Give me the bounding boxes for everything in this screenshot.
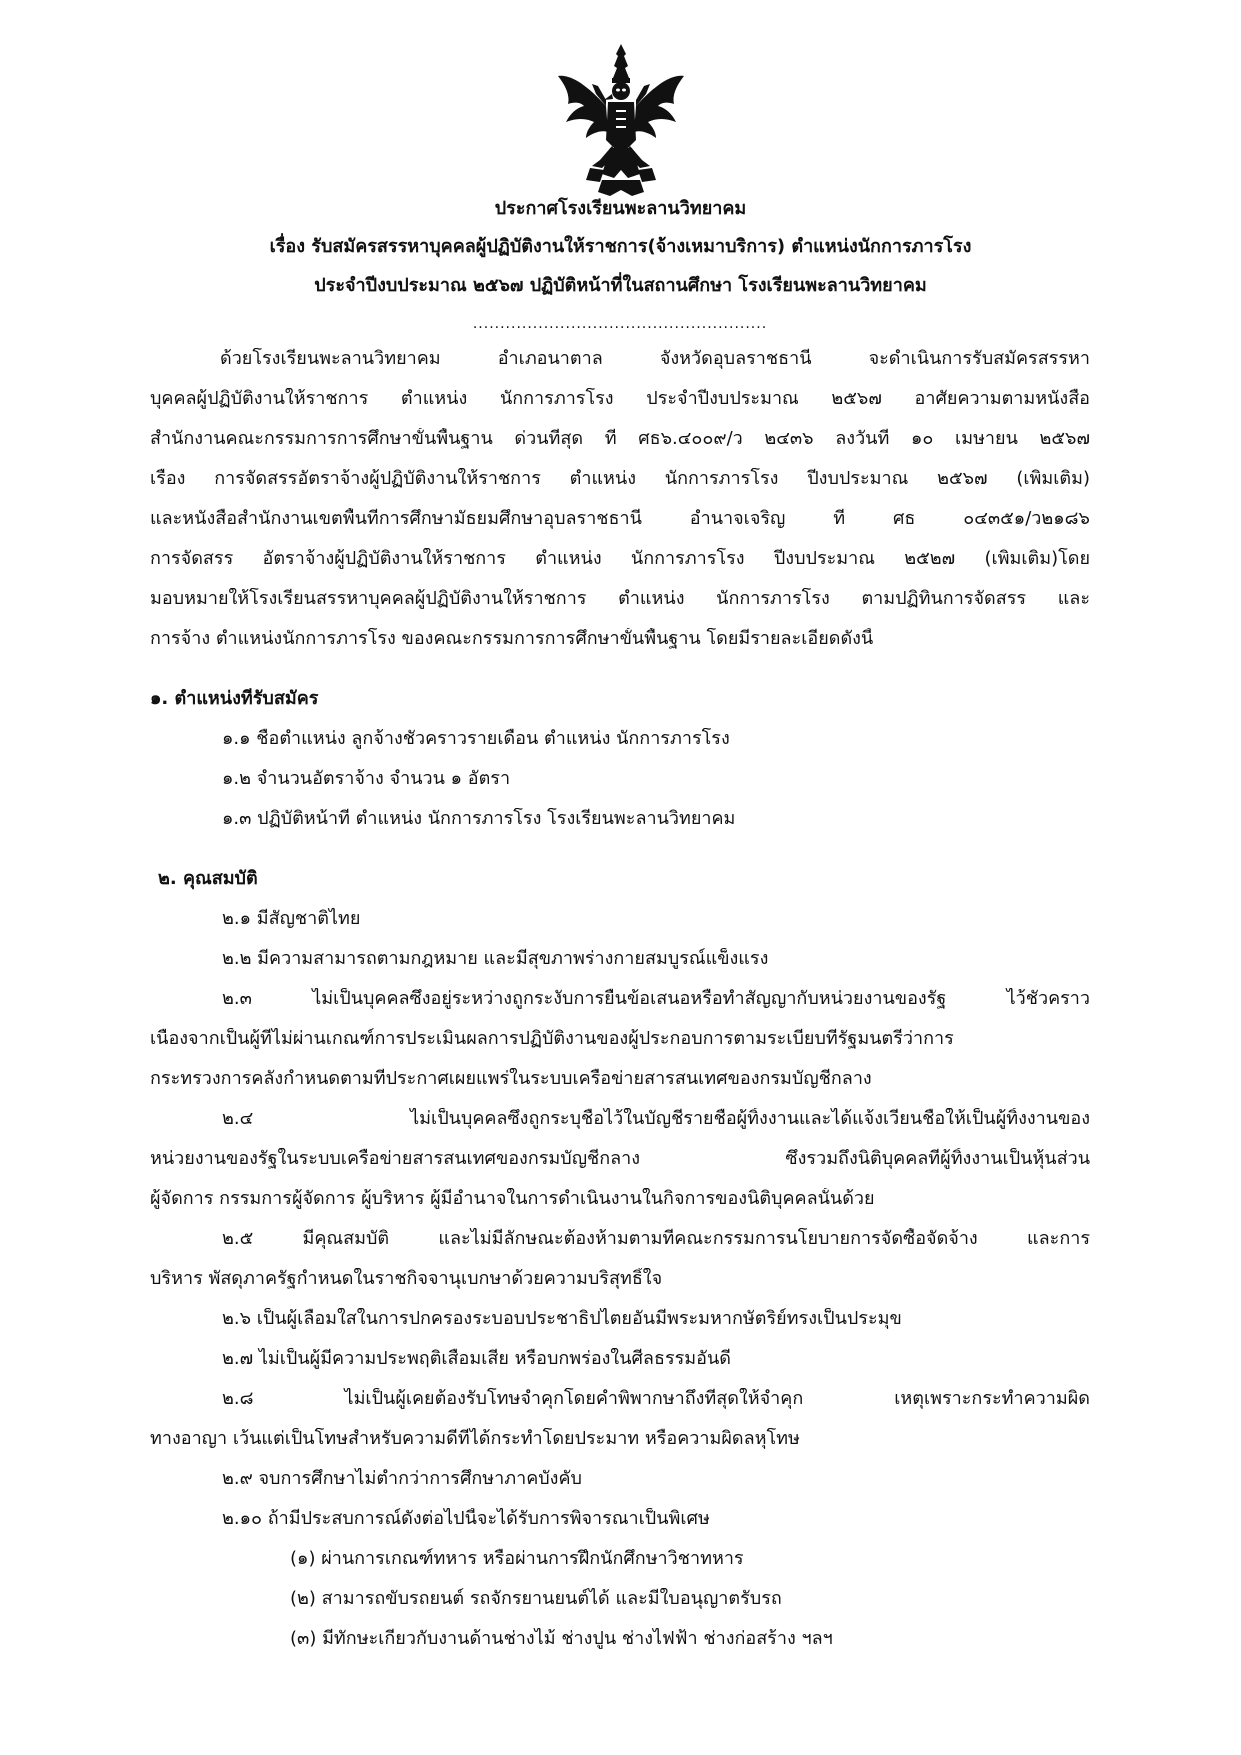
list-item: ๒.๒ มีความสามารถตามกฎหมาย และมีสุขภาพร่างกายสมบูรณ์แข็งแรง [222, 948, 769, 969]
list-item: ๒.๖ เป็นผู้เลื่อมใสในการปกครองระบอบประชาธิปไตยอันมีพระมหากษัตริย์ทรงเป็นประมุข [222, 1308, 902, 1329]
list-item: ๑.๒ จำนวนอัตราจ้าง จำนวน ๑ อัตรา [222, 768, 511, 789]
list-item-continuation: หน่วยงานของรัฐในระบบเครือข่ายสารสนเทศของกรมบัญชีกลาง ซึ่งรวมถึงนิติบุคคลที่ผู้ทิ้งงานเป็นหุ้นส่วน [150, 1148, 1090, 1169]
list-item: ๒.๑๐ ถ้ามีประสบการณ์ดังต่อไปนี้จะได้รับการพิจารณาเป็นพิเศษ [222, 1508, 710, 1529]
sub-list-item: (๑) ผ่านการเกณฑ์ทหาร หรือผ่านการฝึกนักศึกษาวิชาทหาร [290, 1548, 744, 1569]
announcement-title: ประกาศโรงเรียนพะลานวิทยาคม [494, 198, 747, 219]
intro-line: ด้วยโรงเรียนพะลานวิทยาคม อำเภอนาตาล จังหวัดอุบลราชธานี จะดำเนินการรับสมัครสรรหา [220, 348, 1090, 369]
list-item-continuation: ผู้จัดการ กรรมการผู้จัดการ ผู้บริหาร ผู้มีอำนาจในการดำเนินงานในกิจการของนิติบุคคลนั้นด้วย [150, 1188, 875, 1209]
garuda-emblem-icon [556, 44, 686, 200]
list-item-continuation: ทางอาญา เว้นแต่เป็นโทษสำหรับความดีที่ได้กระทำโดยประมาท หรือความผิดลหุโทษ [150, 1428, 800, 1449]
announcement-subtitle: ประจำปีงบประมาณ ๒๕๖๗ ปฏิบัติหน้าที่ในสถานศึกษา โรงเรียนพะลานวิทยาคม [314, 275, 927, 296]
list-item: ๒.๔ ไม่เป็นบุคคลซึ่งถูกระบุชื่อไว้ในบัญชีรายชื่อผู้ทิ้งงานและได้แจ้งเวียนชื่อให้เป็นผู้ทิ้งงานของ [222, 1108, 1090, 1129]
list-item: ๒.๘ ไม่เป็นผู้เคยต้องรับโทษจำคุกโดยคำพิพากษาถึงที่สุดให้จำคุก เหตุเพราะกระทำความผิด [222, 1388, 1090, 1409]
intro-line: บุคคลผู้ปฏิบัติงานให้ราชการ ตำแหน่ง นักการภารโรง ประจำปีงบประมาณ ๒๕๖๗ อาศัยความตามหนังสือ [150, 388, 1090, 409]
intro-line: เรื่อง การจัดสรรอัตราจ้างผู้ปฏิบัติงานให้ราชการ ตำแหน่ง นักการภารโรง ปีงบประมาณ ๒๕๖๗ (เพิ่มเติม) [150, 468, 1090, 489]
sub-list-item: (๒) สามารถขับรถยนต์ รถจักรยานยนต์ได้ และมีใบอนุญาตรับรถ [290, 1588, 782, 1609]
list-item: ๒.๓ ไม่เป็นบุคคลซึ่งอยู่ระหว่างถูกระงับการยื่นข้อเสนอหรือทำสัญญากับหน่วยงานของรัฐ ไว้ชั่วคราว [222, 988, 1090, 1009]
sub-list-item: (๓) มีทักษะเกี่ยวกับงานด้านช่างไม้ ช่างปูน ช่างไฟฟ้า ช่างก่อสร้าง ฯลฯ [290, 1628, 833, 1649]
announcement-subject: เรื่อง รับสมัครสรรหาบุคคลผู้ปฏิบัติงานให้ราชการ(จ้างเหมาบริการ) ตำแหน่งนักการภารโรง [269, 236, 972, 257]
list-item-continuation: บริหาร พัสดุภาครัฐกำหนดในราชกิจจานุเบกษาด้วยความบริสุทธิ์ใจ [150, 1268, 663, 1289]
list-item: ๑.๓ ปฏิบัติหน้าที่ ตำแหน่ง นักการภารโรง โรงเรียนพะลานวิทยาคม [222, 808, 736, 829]
list-item: ๑.๑ ชื่อตำแหน่ง ลูกจ้างชั่วคราวรายเดือน ตำแหน่ง นักการภารโรง [222, 728, 730, 749]
section-heading-qualifications: ๒. คุณสมบัติ [158, 868, 258, 889]
list-item: ๒.๕ มีคุณสมบัติ และไม่มีลักษณะต้องห้ามตามที่คณะกรรมการนโยบายการจัดซื้อจัดจ้าง และการ [222, 1228, 1090, 1249]
list-item: ๒.๑ มีสัญชาติไทย [222, 908, 361, 929]
list-item-continuation: เนื่องจากเป็นผู้ที่ไม่ผ่านเกณฑ์การประเมินผลการปฏิบัติงานของผู้ประกอบการตามระเบียบที่รัฐมนตรีว่าการ [150, 1028, 954, 1049]
list-item-continuation: กระทรวงการคลังกำหนดตามที่ประกาศเผยแพร่ในระบบเครือข่ายสารสนเทศของกรมบัญชีกลาง [150, 1068, 872, 1089]
intro-line: การจ้าง ตำแหน่งนักการภารโรง ของคณะกรรมการการศึกษาขั้นพื้นฐาน โดยมีรายละเอียดดังนี้ [150, 628, 874, 649]
section-heading-positions: ๑. ตำแหน่งที่รับสมัคร [150, 688, 319, 709]
title-separator: ...................................................... [472, 316, 768, 332]
list-item: ๒.๙ จบการศึกษาไม่ต่ำกว่าการศึกษาภาคบังคับ [222, 1468, 582, 1489]
intro-line: และหนังสือสำนักงานเขตพื้นที่การศึกษามัธยมศึกษาอุบลราชธานี อำนาจเจริญ ที่ ศธ ๐๔๓๕๑/ว๒๑๘๖ [150, 508, 1090, 529]
list-item: ๒.๗ ไม่เป็นผู้มีความประพฤติเสื่อมเสีย หรือบกพร่องในศีลธรรมอันดี [222, 1348, 731, 1369]
intro-line: การจัดสรร อัตราจ้างผู้ปฏิบัติงานให้ราชการ ตำแหน่ง นักการภารโรง ปีงบประมาณ ๒๕๒๗ (เพิ่มเติม)โดย [150, 548, 1090, 569]
intro-line: สำนักงานคณะกรรมการการศึกษาขั้นพื้นฐาน ด่วนที่สุด ที่ ศธ๖.๔๐๐๙/ว ๒๔๓๖ ลงวันที่ ๑๐ เมษายน ๒๕๖๗ [150, 428, 1090, 449]
intro-line: มอบหมายให้โรงเรียนสรรหาบุคคลผู้ปฏิบัติงานให้ราชการ ตำแหน่ง นักการภารโรง ตามปฏิทินการจัดสรร และ [150, 588, 1090, 609]
